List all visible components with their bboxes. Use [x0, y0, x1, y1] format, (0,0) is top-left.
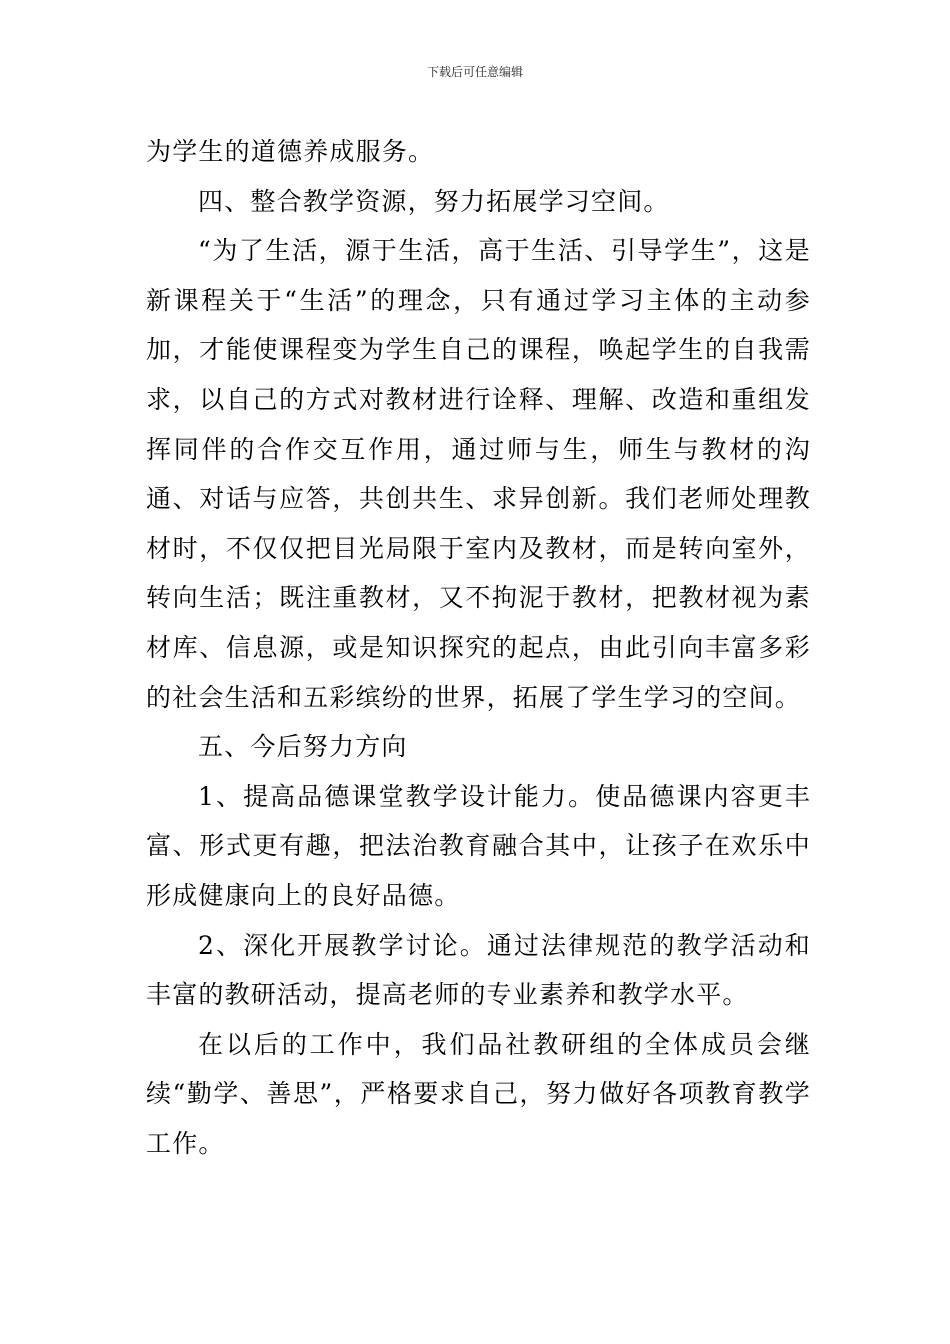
- paragraph-continuation: 为学生的道德养成服务。: [146, 137, 435, 166]
- header-note: 下载后可任意编辑: [426, 65, 523, 79]
- paragraph-life-curriculum: “为了生活，源于生活，高于生活、引导学生”，这是新课程关于“生活”的理念，只有通过学习主体的主动参加，才能使课程变为学生自己的课程，唤起学生的自我需求，以自己的方式对教材进行诠释、理解、改造和重组发挥同伴的合作交互作用，通过师与生，师生与教材的沟通、对话与应答，共创共生、求异创新。我们老师处理教材时，不仅仅把目光局限于室内及教材，而是转向室外，转向生活；既注重教材，又不拘泥于教材，把教材视为素材库、信息源，或是知识探究的起点，由此引向丰富多彩的社会生活和五彩缤纷的世界，拓展了学生学习的空间。: [146, 236, 811, 712]
- paragraph-item-2: 2、深化开展教学讨论。通过法律规范的教学活动和丰富的教研活动，提高老师的专业素养和教学水平。: [146, 930, 811, 1010]
- section-heading-4: 四、整合教学资源，努力拓展学习空间。: [198, 186, 670, 216]
- paragraph-item-1: 1、提高品德课堂教学设计能力。使品德课内容更丰富、形式更有趣，把法治教育融合其中，让孩子在欢乐中形成健康向上的良好品德。: [146, 781, 811, 910]
- section-heading-5: 五、今后努力方向: [198, 732, 408, 762]
- document-body: [146, 127, 811, 1168]
- paragraph-closing: 在以后的工作中，我们品社教研组的全体成员会继续“勤学、善思”，严格要求自己，努力做好各项教育教学工作。: [146, 1029, 811, 1158]
